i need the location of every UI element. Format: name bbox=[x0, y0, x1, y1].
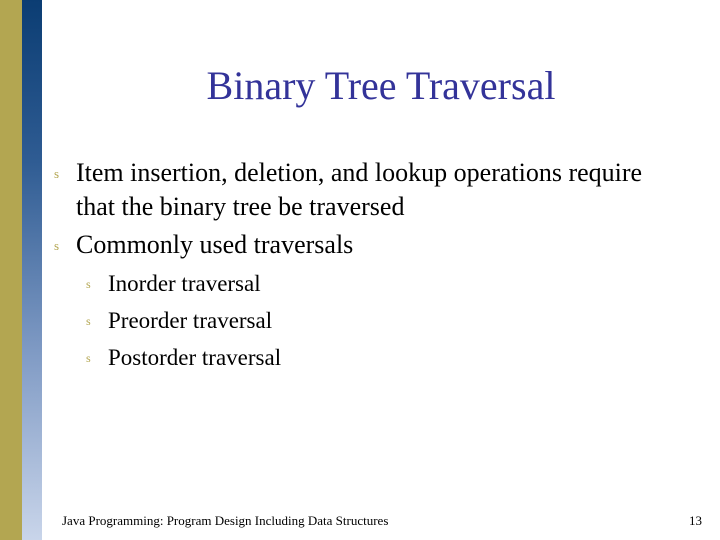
sub-bullet-item bbox=[86, 269, 646, 299]
slide-number: 13 bbox=[689, 513, 702, 528]
slide-title: Binary Tree Traversal bbox=[206, 63, 556, 108]
sub-bullet-marker-icon: s bbox=[86, 277, 91, 291]
sub-bullet-text: Postorder traversal bbox=[108, 345, 282, 370]
sub-bullet-text: Inorder traversal bbox=[108, 271, 261, 296]
bullet-text: Commonly used traversals bbox=[76, 230, 354, 259]
bullet-item bbox=[54, 228, 654, 262]
bullet-text: Item insertion, deletion, and lookup operations require that the binary tree be traversed bbox=[76, 158, 643, 221]
sub-bullet-item bbox=[86, 306, 646, 336]
bullet-marker-icon: s bbox=[54, 238, 60, 253]
bullet-item bbox=[54, 156, 654, 224]
sub-bullet-text: Preorder traversal bbox=[108, 308, 273, 333]
sub-bullet-marker-icon: s bbox=[86, 351, 91, 365]
slide-footer: Java Programming: Program Design Including Data Structures bbox=[62, 513, 389, 528]
bullet-marker-icon: s bbox=[54, 166, 60, 181]
sub-bullet-marker-icon: s bbox=[86, 314, 91, 328]
sub-bullet-item bbox=[86, 343, 646, 373]
